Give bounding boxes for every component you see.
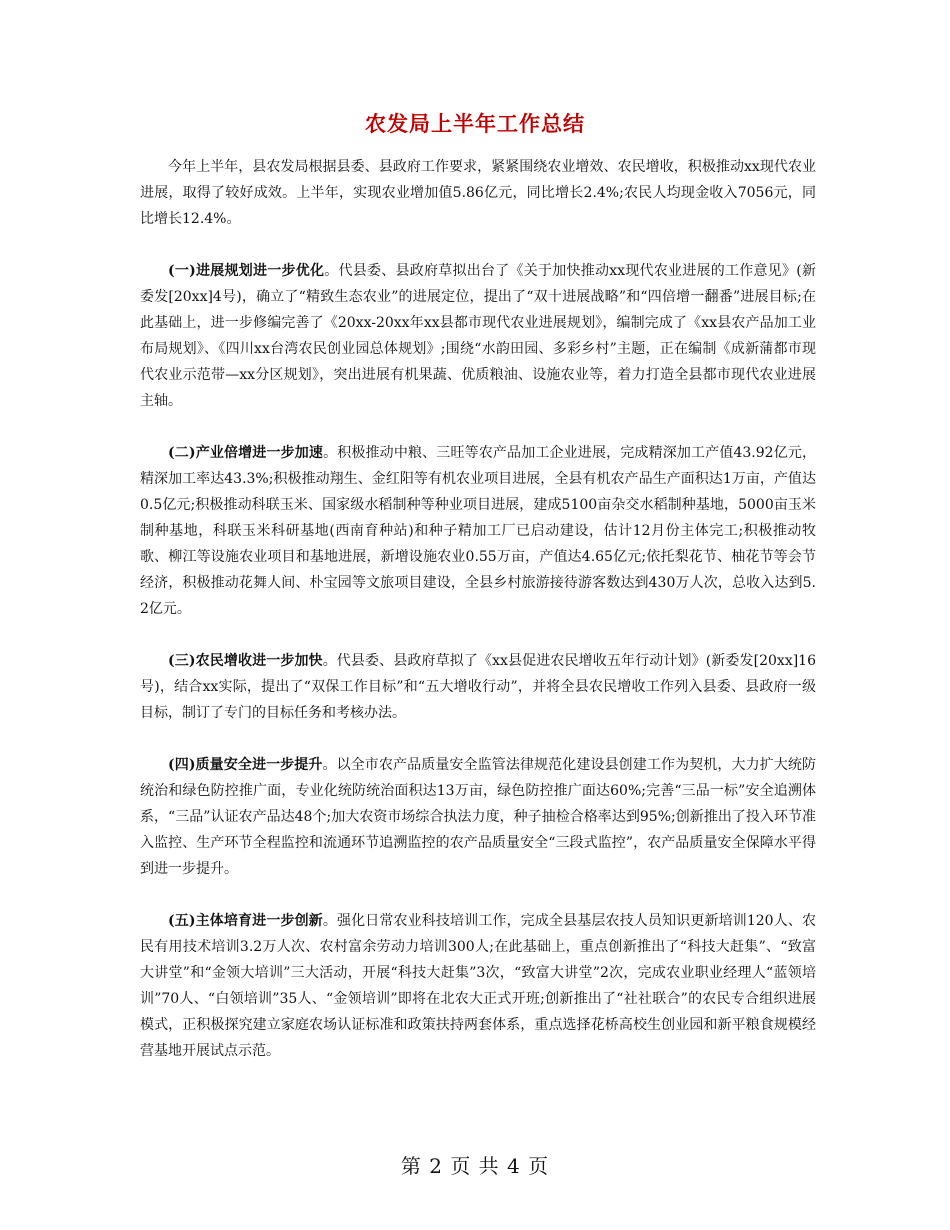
section-text: 。强化日常农业科技培训工作，完成全县基层农技人员知识更新培训120人、农民有用技术培训3.2万人次、农村富余劳动力培训300人;在此基础上，重点创新推出了“科技大赶集”、“致富大讲堂”和“金领大培训”三大活动，开展“科技大赶集”3次，“致富大讲堂”2次，完成农业职业经理人“蓝领培训”70人、“白领培训”35人、“金领培训”即将在北农大正式开班;创新推出了“社社联合”的农民专合组织进展模式，正积极探究建立家庭农场认证标准和政策扶持两套体系，重点选择花桥高校生创业园和新平粮食规模经营基地开展试点示范。: [140, 913, 816, 1059]
section-paragraph: [140, 648, 816, 726]
section-text: 。代县委、县政府草拟了《xx县促进农民增收五年行动计划》(新委发[20xx]16号)，结合xx实际，提出了“双保工作目标”和“五大增收行动”，并将全县农民增收工作列入县委、县政府一级目标，制订了专门的目标任务和考核办法。: [140, 653, 816, 721]
document-body: [140, 154, 816, 1064]
intro-paragraph: 今年上半年，县农发局根据县委、县政府工作要求，紧紧围绕农业增效、农民增收，积极推动xx现代农业进展，取得了较好成效。上半年，实现农业增加值5.86亿元，同比增长2.4%;农民人均现金收入7056元，同比增长12.4%。: [140, 159, 816, 227]
section-heading: (五)主体培育进一步创新: [168, 913, 323, 929]
section-paragraph: [140, 440, 816, 622]
section-paragraph: [140, 258, 816, 414]
section-text: 。代县委、县政府草拟出台了《关于加快推动xx现代农业进展的工作意见》(新委发[20xx]4号)，确立了“精致生态农业”的进展定位，提出了“双十进展战略”和“四倍增一翻番”进展目标;在此基础上，进一步修编完善了《20xx-20xx年xx县都市现代农业进展规划》，编制完成了《xx县农产品加工业布局规划》、《四川xx台湾农民创业园总体规划》;围绕“水韵田园、多彩乡村”主题，正在编制《成新蒲都市现代农业示范带—xx分区规划》，突出进展有机果蔬、优质粮油、设施农业等，着力打造全县都市现代农业进展主轴。: [140, 263, 816, 409]
section-text: 。积极推动中粮、三旺等农产品加工企业进展，完成精深加工产值43.92亿元，精深加工率达43.3%;积极推动翔生、金红阳等有机农业项目进展，全县有机农产品生产面积达1万亩，产值达0.5亿元;积极推动科联玉米、国家级水稻制种等种业项目进展，建成5100亩杂交水稻制种基地，5000亩玉米制种基地，科联玉米科研基地(西南育种站)和种子精加工厂已启动建设，估计12月份主体完工;积极推动牧歌、柳江等设施农业项目和基地进展，新增设施农业0.55万亩，产值达4.65亿元;依托梨花节、柚花节等会节经济，积极推动花舞人间、朴宝园等文旅项目建设，全县乡村旅游接待游客数达到430万人次，总收入达到5.2亿元。: [140, 445, 817, 617]
section-paragraph: [140, 908, 816, 1064]
section-heading: (二)产业倍增进一步加速: [168, 445, 324, 461]
section-paragraph: [140, 752, 816, 882]
section-heading: (一)进展规划进一步优化: [168, 263, 325, 279]
section-heading: (三)农民增收进一步加快: [168, 653, 323, 669]
page-number-footer: 第 2 页 共 4 页: [400, 1154, 550, 1178]
section-heading: (四)质量安全进一步提升: [168, 757, 323, 773]
document-title: 农发局上半年工作总结: [365, 112, 585, 136]
section-text: 。以全市农产品质量安全监管法律规范化建设县创建工作为契机，大力扩大统防统治和绿色防控推广面，专业化统防统治面积达13万亩，绿色防控推广面达60%;完善“三品一标”安全追溯体系，“三品”认证农产品达48个;加大农资市场综合执法力度，种子抽检合格率达到95%;创新推出了投入环节准入监控、生产环节全程监控和流通环节追溯监控的农产品质量安全“三段式监控”，农产品质量安全保障水平得到进一步提升。: [140, 757, 817, 877]
